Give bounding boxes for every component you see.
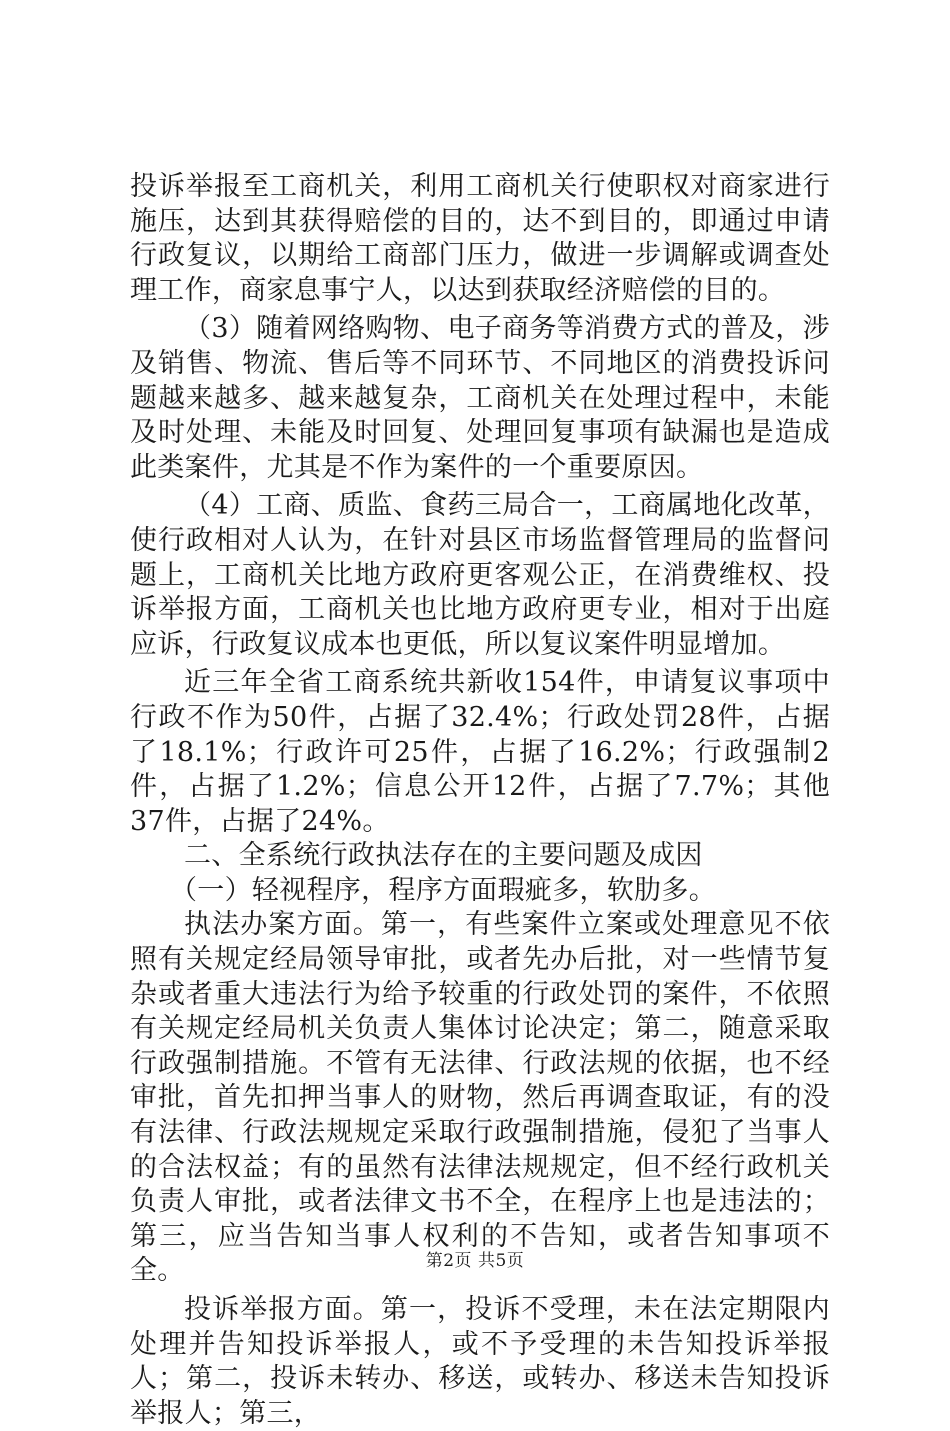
document-body bbox=[130, 170, 830, 1431]
paragraph-item-4: （4）工商、质监、食药三局合一，工商属地化改革，使行政相对人认为，在针对县区市场监督管理局的监督问题上，工商机关比地方政府更客观公正，在消费维权、投诉举报方面，工商机关也比地方政府更专业，相对于出庭应诉，行政复议成本也更低，所以复议案件明显增加。 bbox=[130, 490, 830, 660]
paragraph-enforcement: 执法办案方面。第一，有些案件立案或处理意见不依照有关规定经局领导审批，或者先办后批，对一些情节复杂或者重大违法行为给予较重的行政处罚的案件，不依照有关规定经局机关负责人集体讨论决定；第二，随意采取行政强制措施。不管有无法律、行政法规的依据，也不经审批，首先扣押当事人的财物，然后再调查取证，有的没有法律、行政法规规定采取行政强制措施，侵犯了当事人的合法权益；有的虽然有法律法规规定，但不经行政机关负责人审批，或者法律文书不全，在程序上也是违法的；第三，应当告知当事人权利的不告知，或者告知事项不全。 bbox=[130, 909, 830, 1287]
page-footer bbox=[0, 1246, 950, 1271]
subsection-heading: （一）轻视程序，程序方面瑕疵多，软肋多。 bbox=[170, 874, 716, 906]
paragraph-continuation: 投诉举报至工商机关，利用工商机关行使职权对商家进行施压，达到其获得赔偿的目的，达不到目的，即通过申请行政复议，以期给工商部门压力，做进一步调解或调查处理工作，商家息事宁人，以达到获取经济赔偿的目的。 bbox=[130, 171, 830, 306]
page-number-label: 第2页 共5页 bbox=[425, 1251, 525, 1271]
section-heading: 二、全系统行政执法存在的主要问题及成因 bbox=[184, 840, 703, 872]
paragraph-complaints: 投诉举报方面。第一，投诉不受理，未在法定期限内处理并告知投诉举报人，或不予受理的未告知投诉举报人；第二，投诉未转办、移送，或转办、移送未告知投诉举报人；第三， bbox=[130, 1294, 830, 1429]
paragraph-statistics: 近三年全省工商系统共新收154件，申请复议事项中行政不作为50件，占据了32.4%；行政处罚28件，占据了18.1%；行政许可25件，占据了16.2%；行政强制2件，占据了1.2%；信息公开12件，占据了7.7%；其他37件，占据了24%。 bbox=[130, 667, 830, 837]
paragraph-item-3: （3）随着网络购物、电子商务等消费方式的普及，涉及销售、物流、售后等不同环节、不同地区的消费投诉问题越来越多、越来越复杂，工商机关在处理过程中，未能及时处理、未能及时回复、处理回复事项有缺漏也是造成此类案件，尤其是不作为案件的一个重要原因。 bbox=[130, 313, 830, 483]
